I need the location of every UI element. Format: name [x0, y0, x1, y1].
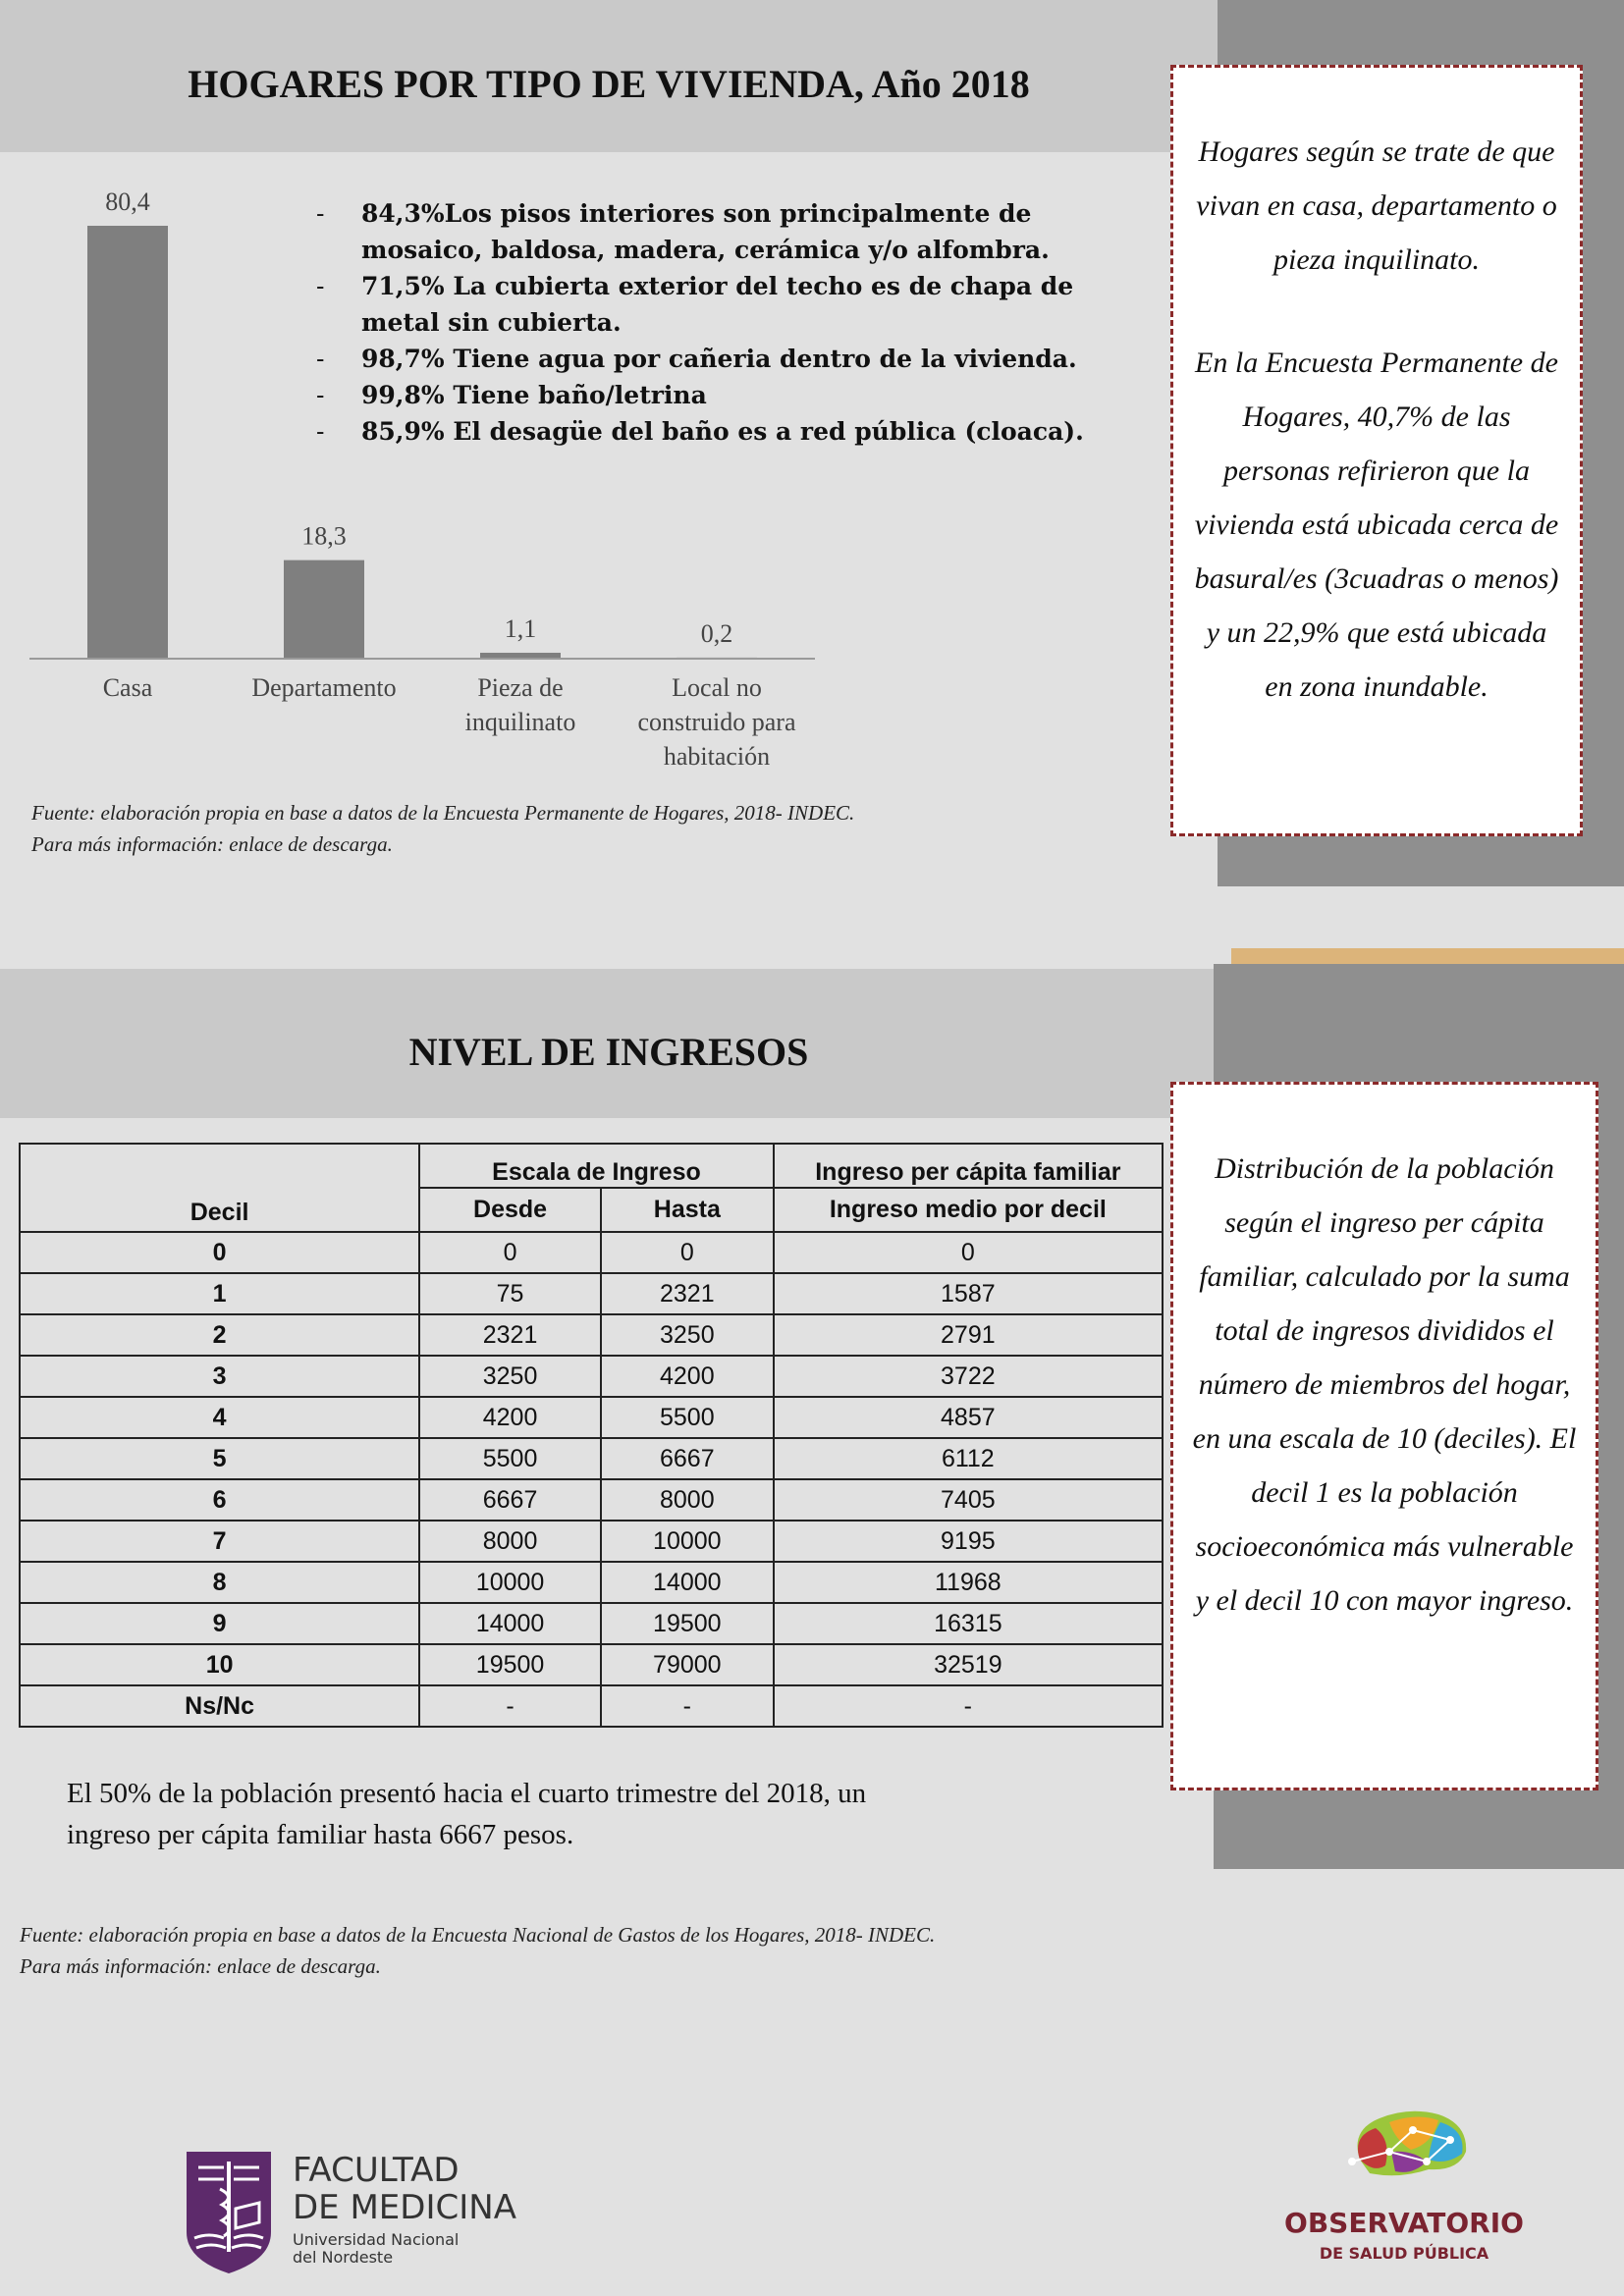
bar-2	[284, 561, 364, 659]
bullet-item: - 84,3%Los pisos interiores son principalmente de mosaico, baldosa, madera, cerámica y/o alfombra.	[314, 195, 1149, 268]
source-link-line[interactable]: Para más información: enlace de descarga.	[20, 1954, 381, 1978]
cell-decil: 6	[20, 1479, 419, 1521]
table-header-decil: Decil	[20, 1144, 419, 1232]
table-header-medio: Ingreso medio por decil	[774, 1188, 1163, 1232]
cell-hasta: 0	[601, 1232, 774, 1273]
section-title-ingresos: NIVEL DE INGRESOS	[408, 1030, 809, 1074]
table-row	[20, 1356, 1163, 1397]
facultad-medicina-logo	[185, 2150, 538, 2277]
info-box-vivienda	[1170, 65, 1583, 836]
table-row	[20, 1273, 1163, 1314]
cell-hasta: 8000	[601, 1479, 774, 1521]
cell-decil: 1	[20, 1273, 419, 1314]
summary-line: ingreso per cápita familiar hasta 6667 pesos.	[67, 1819, 574, 1850]
bar-value-label: 80,4	[105, 187, 150, 216]
cell-medio: 32519	[774, 1644, 1163, 1685]
income-table-wrapper	[19, 1143, 1164, 1728]
bullet-item: - 99,8% Tiene baño/letrina	[314, 377, 1149, 413]
cell-decil: 7	[20, 1521, 419, 1562]
cell-hasta: 14000	[601, 1562, 774, 1603]
table-row	[20, 1232, 1163, 1273]
info-box-paragraph: En la Encuesta Permanente de Hogares, 40,7% de las personas refirieron que la vivienda está ubicada cerca de basural/es (3cuadras o menos) y un 22,9% que está ubicada en zona inundable.	[1194, 347, 1559, 703]
cell-medio: 0	[774, 1232, 1163, 1273]
bar-value-label: 1,1	[504, 614, 537, 643]
universidad-line-2: del Nordeste	[293, 2248, 394, 2267]
cell-medio: 9195	[774, 1521, 1163, 1562]
cell-medio: 11968	[774, 1562, 1163, 1603]
universidad-line-1: Universidad Nacional	[293, 2230, 460, 2249]
bullet-item: - 71,5% La cubierta exterior del techo es de chapa de metal sin cubierta.	[314, 268, 1149, 341]
table-row	[20, 1562, 1163, 1603]
table-header-hasta: Hasta	[601, 1188, 774, 1232]
cell-decil: Ns/Nc	[20, 1685, 419, 1727]
source-note-ingresos	[20, 1919, 1198, 1982]
info-box-paragraph: Distribución de la población según el ingreso per cápita familiar, calculado por la suma total de ingresos divididos el número de miembros del hogar, en una escala de 10 (deciles). El decil 1 es la población socioeconómica más vulnerable y el decil 10 con mayor ingreso.	[1192, 1152, 1577, 1617]
table-row	[20, 1397, 1163, 1438]
cell-desde: 8000	[419, 1521, 601, 1562]
cell-medio: 6112	[774, 1438, 1163, 1479]
observatorio-name: OBSERVATORIO	[1284, 2207, 1524, 2239]
category-label: Departamento	[251, 673, 397, 702]
facultad-line-2: DE MEDICINA	[293, 2188, 516, 2227]
section-title-vivienda: HOGARES POR TIPO DE VIVIENDA, Año 2018	[188, 62, 1030, 106]
cell-desde: 5500	[419, 1438, 601, 1479]
cell-desde: 3250	[419, 1356, 601, 1397]
source-line: Fuente: elaboración propia en base a datos de la Encuesta Permanente de Hogares, 2018- INDEC.	[31, 801, 855, 825]
cell-medio: -	[774, 1685, 1163, 1727]
table-header-ingreso-per-capita: Ingreso per cápita familiar	[774, 1144, 1163, 1188]
cell-decil: 10	[20, 1644, 419, 1685]
source-line: Fuente: elaboración propia en base a datos de la Encuesta Nacional de Gastos de los Hogares, 2018- INDEC.	[20, 1923, 936, 1947]
cell-desde: 0	[419, 1232, 601, 1273]
cell-decil: 0	[20, 1232, 419, 1273]
info-box-ingresos	[1170, 1082, 1598, 1790]
category-label: habitación	[663, 742, 771, 771]
summary-line: El 50% de la población presentó hacia el cuarto trimestre del 2018, un	[67, 1778, 867, 1809]
cell-desde: 19500	[419, 1644, 601, 1685]
facultad-name	[293, 2151, 516, 2267]
cell-desde: 75	[419, 1273, 601, 1314]
cell-medio: 4857	[774, 1397, 1163, 1438]
cell-hasta: 19500	[601, 1603, 774, 1644]
cell-medio: 2791	[774, 1314, 1163, 1356]
category-label: inquilinato	[464, 708, 576, 736]
cell-desde: 14000	[419, 1603, 601, 1644]
table-row	[20, 1521, 1163, 1562]
cell-medio: 7405	[774, 1479, 1163, 1521]
cell-medio: 3722	[774, 1356, 1163, 1397]
category-label: construido para	[637, 708, 796, 736]
cell-decil: 3	[20, 1356, 419, 1397]
cell-hasta: 10000	[601, 1521, 774, 1562]
table-row	[20, 1314, 1163, 1356]
income-summary	[67, 1773, 1166, 1855]
bar-value-label: 18,3	[301, 521, 347, 551]
category-label: Local no	[672, 673, 762, 702]
cell-desde: 4200	[419, 1397, 601, 1438]
category-label: Pieza de	[477, 673, 564, 702]
cell-medio: 16315	[774, 1603, 1163, 1644]
info-box-paragraph: Hogares según se trate de que vivan en casa, departamento o pieza inquilinato.	[1196, 135, 1557, 276]
cell-decil: 2	[20, 1314, 419, 1356]
cell-decil: 5	[20, 1438, 419, 1479]
table-row	[20, 1644, 1163, 1685]
cell-medio: 1587	[774, 1273, 1163, 1314]
cell-desde: 10000	[419, 1562, 601, 1603]
facultad-line-1: FACULTAD	[293, 2151, 460, 2190]
source-note-vivienda	[31, 797, 1190, 860]
cell-hasta: -	[601, 1685, 774, 1727]
bullet-item: - 85,9% El desagüe del baño es a red pública (cloaca).	[314, 413, 1149, 450]
cell-hasta: 5500	[601, 1397, 774, 1438]
table-row	[20, 1685, 1163, 1727]
vivienda-bullets	[314, 195, 1149, 450]
cell-hasta: 3250	[601, 1314, 774, 1356]
brain-network-icon	[1330, 2101, 1478, 2199]
cell-decil: 8	[20, 1562, 419, 1603]
cell-decil: 9	[20, 1603, 419, 1644]
cell-hasta: 2321	[601, 1273, 774, 1314]
category-label: Casa	[102, 673, 153, 702]
shield-emblem-icon	[185, 2150, 273, 2275]
cell-desde: 6667	[419, 1479, 601, 1521]
cell-desde: -	[419, 1685, 601, 1727]
observatorio-subtitle: DE SALUD PÚBLICA	[1319, 2244, 1489, 2263]
table-row	[20, 1479, 1163, 1521]
source-link-line[interactable]: Para más información: enlace de descarga.	[31, 832, 393, 856]
bullet-item: - 98,7% Tiene agua por cañeria dentro de la vivienda.	[314, 341, 1149, 377]
income-table	[19, 1143, 1164, 1728]
table-row	[20, 1603, 1163, 1644]
observatorio-logo	[1257, 2101, 1551, 2277]
cell-hasta: 6667	[601, 1438, 774, 1479]
table-header-escala: Escala de Ingreso	[419, 1144, 773, 1188]
bar-value-label: 0,2	[700, 618, 733, 648]
table-row	[20, 1438, 1163, 1479]
bar-1	[87, 226, 168, 659]
cell-decil: 4	[20, 1397, 419, 1438]
cell-hasta: 4200	[601, 1356, 774, 1397]
cell-desde: 2321	[419, 1314, 601, 1356]
table-header-desde: Desde	[419, 1188, 601, 1232]
accent-bar	[1231, 948, 1624, 964]
cell-hasta: 79000	[601, 1644, 774, 1685]
